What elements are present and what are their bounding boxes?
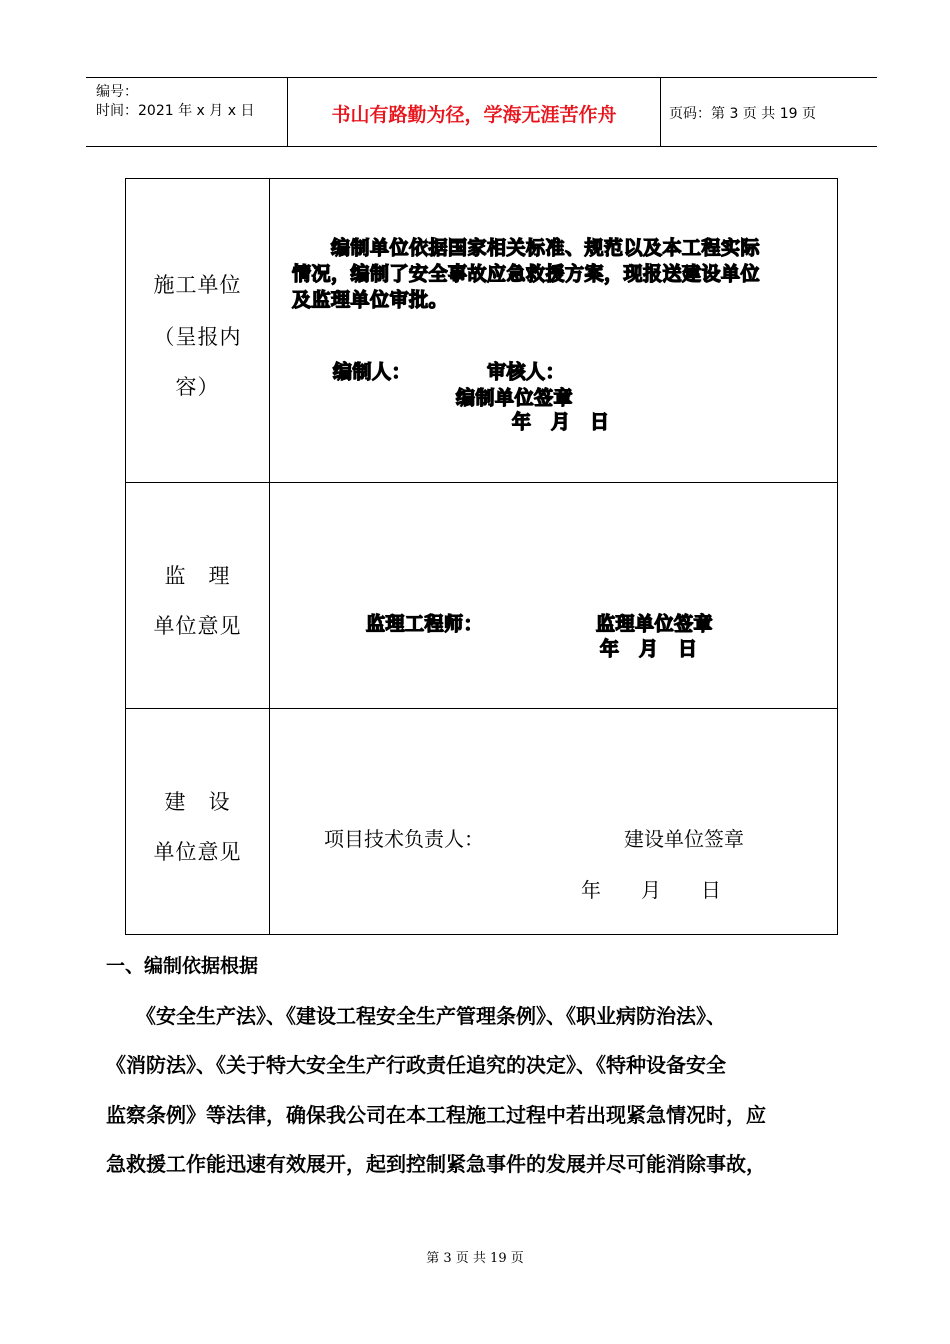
- row-label-owner-sub: 单位意见: [153, 840, 242, 864]
- motto-text: 书山有路勤为径，学海无涯苦作舟: [331, 104, 617, 126]
- row-label-supervision: 监 理: [164, 564, 231, 588]
- time-label: 时间：2021 年 x 月 x 日: [96, 103, 255, 119]
- tech-lead-label: 项目技术负责人：: [324, 827, 484, 851]
- header-meta-cell: [86, 78, 288, 146]
- table-row-divider: [126, 482, 837, 483]
- compile-date: 年 月 日: [512, 411, 610, 433]
- supervision-date: 年 月 日: [600, 638, 698, 660]
- owner-date: 年 月 日: [581, 878, 721, 902]
- paragraph-line: 监察条例》等法律，确保我公司在本工程施工过程中若出现紧急情况时，应: [106, 1103, 766, 1127]
- reviewer-label: 审核人：: [487, 361, 566, 383]
- owner-unit-seal: 建设单位签章: [624, 827, 744, 851]
- row-label-construction-unit-sub2: 容）: [175, 375, 220, 399]
- row-label-construction-unit: 施工单位: [153, 273, 242, 297]
- table-column-divider: [269, 179, 270, 934]
- paragraph-line: 《安全生产法》、《建设工程安全生产管理条例》、《职业病防治法》、: [106, 1004, 726, 1028]
- section-title: 一、编制依据根据: [106, 955, 259, 977]
- compiler-unit-seal: 编制单位签章: [456, 387, 574, 409]
- page-header: [86, 77, 877, 147]
- row-label-construction-unit-sub: （呈报内: [153, 325, 242, 349]
- submission-text-line: 编制单位依据国家相关标准、规范以及本工程实际: [292, 237, 761, 259]
- header-page-cell: [661, 78, 877, 146]
- supervision-engineer-label: 监理工程师：: [366, 613, 484, 635]
- paragraph-line: 急救援工作能迅速有效展开，起到控制紧急事件的发展并尽可能消除事故，: [106, 1152, 766, 1176]
- compiler-label: 编制人：: [333, 361, 412, 383]
- header-motto-cell: [288, 78, 661, 146]
- submission-text-line: 情况，编制了安全事故应急救援方案，现报送建设单位: [292, 263, 761, 285]
- page-number-label: 页码：第 3 页 共 19 页: [669, 106, 816, 122]
- table-row-divider: [126, 708, 837, 709]
- approval-form-table: [125, 178, 838, 935]
- row-label-supervision-sub: 单位意见: [153, 614, 242, 638]
- row-label-owner: 建 设: [164, 790, 231, 814]
- submission-text-line: 及监理单位审批。: [292, 289, 449, 311]
- page-footer: 第 3 页 共 19 页: [426, 1251, 524, 1266]
- number-label: 编号：: [96, 84, 138, 100]
- supervision-unit-seal: 监理单位签章: [596, 613, 714, 635]
- paragraph-line: 《消防法》、《关于特大安全生产行政责任追究的决定》、《特种设备安全: [106, 1053, 726, 1077]
